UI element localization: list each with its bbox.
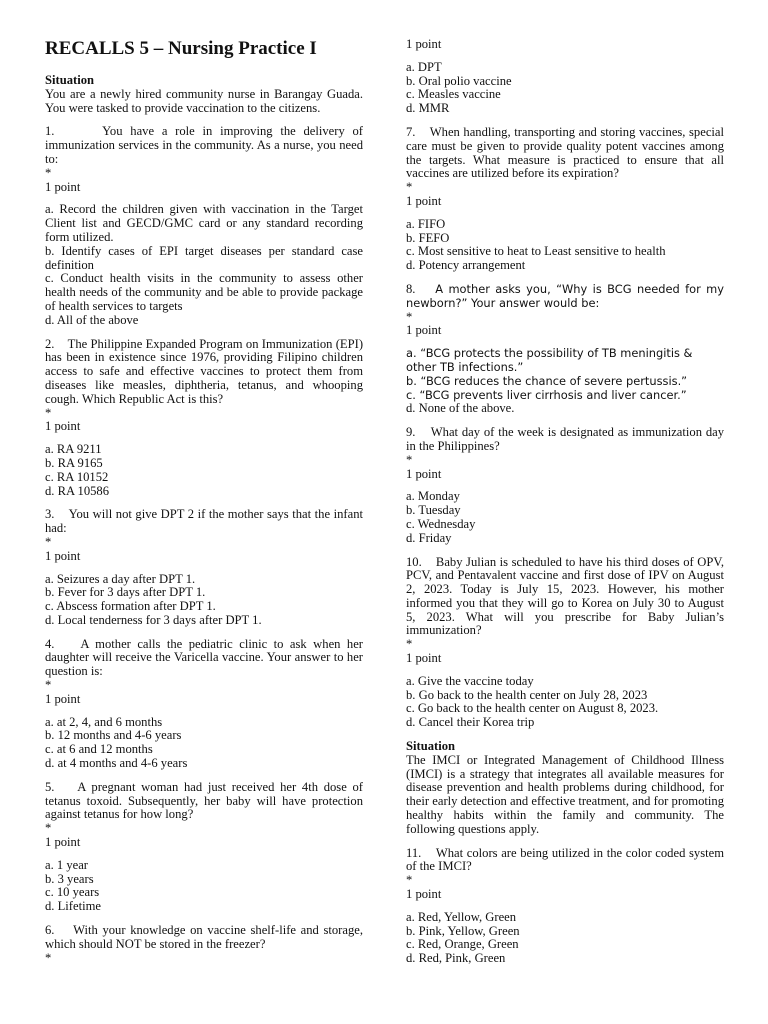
question-stem: Baby Julian is scheduled to have his third doses of OPV, PCV, and Pentavalent vaccine and first dose of IPV on August 2, 2023. Today is July 15, 2023. However, his mother informed you that they will go to Korea on July 30 to August 5, 2023. What will you prescribe for Baby Julian’s immunization? bbox=[406, 554, 725, 638]
question-number: 9. bbox=[406, 425, 416, 440]
option[interactable]: d. at 4 months and 4-6 years bbox=[45, 756, 188, 771]
option[interactable]: c. Red, Orange, Green bbox=[406, 937, 519, 952]
question-6 bbox=[45, 924, 363, 965]
option[interactable]: a. Give the vaccine today bbox=[406, 673, 534, 688]
question-stem: With your knowledge on vaccine shelf-life and storage, which should NOT be stored in the freezer? bbox=[45, 923, 364, 951]
question-2 bbox=[45, 338, 363, 499]
question-8 bbox=[406, 283, 724, 416]
option[interactable]: b. FEFO bbox=[406, 230, 450, 245]
question-number: 10. bbox=[406, 554, 422, 569]
option[interactable]: d. Lifetime bbox=[45, 899, 101, 914]
required-marker: * bbox=[45, 950, 52, 965]
question-points: 1 point bbox=[406, 887, 442, 902]
question-stem: A pregnant woman had just received her 4th dose of tetanus toxoid. Subsequently, her baby will have protection against tetanus for how long? bbox=[45, 779, 363, 822]
question-stem: The Philippine Expanded Program on Immunization (EPI) has been in existence since 1976, providing Filipino children access to safe and effective vaccines to protect them from diseases like measles, diphtheria, tetanus, and whooping cough. Which Republic Act is this? bbox=[45, 336, 364, 406]
question-points: 1 point bbox=[45, 548, 81, 563]
situation-text: The IMCI or Integrated Management of Childhood Illness (IMCI) is a strategy that integrates all available measures for disease prevention and health problems during childhood, for their early detection and effective treatment, and for promoting healthy habits within the family and community. The following questions apply. bbox=[406, 752, 724, 836]
option[interactable]: b. 3 years bbox=[45, 871, 94, 886]
situation-text: You are a newly hired community nurse in Barangay Guada. You were tasked to provide vaccination to the citizens. bbox=[45, 86, 363, 115]
option[interactable]: d. Local tenderness for 3 days after DPT 1. bbox=[45, 612, 262, 627]
question-number: 1. bbox=[45, 124, 55, 139]
option[interactable]: c. Go back to the health center on August 8, 2023. bbox=[406, 701, 659, 716]
question-stem: What day of the week is designated as immunization day in the Philippines? bbox=[406, 425, 725, 453]
option[interactable]: a. 1 year bbox=[45, 857, 89, 872]
question-number: 3. bbox=[45, 507, 55, 522]
option[interactable]: b. Tuesday bbox=[406, 503, 461, 518]
question-stem: A mother calls the pediatric clinic to ask when her daughter will receive the Varicella vaccine. Your answer to her question is: bbox=[45, 636, 363, 679]
question-number: 6. bbox=[45, 923, 55, 938]
option[interactable]: d. Red, Pink, Green bbox=[406, 951, 506, 966]
option[interactable]: a. “BCG protects the possibility of TB meningitis & other TB infections.” bbox=[406, 346, 693, 374]
option[interactable]: c. Abscess formation after DPT 1. bbox=[45, 599, 216, 614]
question-points: 1 point bbox=[45, 691, 81, 706]
option[interactable]: b. “BCG reduces the chance of severe pertussis.” bbox=[406, 373, 688, 388]
question-5 bbox=[45, 781, 363, 914]
option[interactable]: a. at 2, 4, and 6 months bbox=[45, 714, 163, 729]
option[interactable]: a. Monday bbox=[406, 489, 460, 504]
option[interactable]: d. Friday bbox=[406, 530, 452, 545]
option[interactable]: d. All of the above bbox=[45, 312, 139, 327]
option[interactable]: d. Potency arrangement bbox=[406, 258, 526, 273]
question-points: 1 point bbox=[45, 419, 81, 434]
question-stem: You have a role in improving the delivery of immunization services in the community. As a nurse, you need to: bbox=[45, 124, 363, 166]
option[interactable]: a. Seizures a day after DPT 1. bbox=[45, 571, 196, 586]
option[interactable]: c. at 6 and 12 months bbox=[45, 742, 153, 757]
question-points: 1 point bbox=[406, 466, 442, 481]
option[interactable]: b. Fever for 3 days after DPT 1. bbox=[45, 585, 206, 600]
question-stem: When handling, transporting and storing vaccines, special care must be given to provide quality potent vaccines among the targets. What measure is practiced to ensure that all vaccines are utilized before its expiration? bbox=[406, 124, 724, 181]
question-number: 2. bbox=[45, 336, 55, 351]
question-number: 8. bbox=[406, 281, 416, 296]
question-points: 1 point bbox=[45, 835, 81, 850]
option[interactable]: c. Measles vaccine bbox=[406, 87, 501, 102]
question-11 bbox=[406, 847, 724, 966]
situation-heading: Situation bbox=[406, 739, 455, 754]
option[interactable]: c. Most sensitive to heat to Least sensitive to health bbox=[406, 244, 666, 259]
option[interactable]: a. FIFO bbox=[406, 216, 446, 231]
option[interactable]: a. DPT bbox=[406, 59, 442, 74]
option[interactable]: b. Oral polio vaccine bbox=[406, 73, 512, 88]
left-column bbox=[45, 38, 363, 973]
question-1 bbox=[45, 125, 363, 327]
question-points: 1 point bbox=[406, 37, 442, 51]
question-10 bbox=[406, 556, 724, 731]
required-marker: * bbox=[45, 165, 52, 180]
option[interactable]: a. Red, Yellow, Green bbox=[406, 909, 517, 924]
question-points: 1 point bbox=[406, 193, 442, 208]
option[interactable]: d. Cancel their Korea trip bbox=[406, 715, 535, 730]
option[interactable]: c. Conduct health visits in the community to assess other health needs of the community and be able to provide package of health services to targets bbox=[45, 271, 363, 313]
option[interactable]: b. Identify cases of EPI target diseases per standard case definition bbox=[45, 243, 363, 272]
option[interactable]: c. RA 10152 bbox=[45, 469, 109, 484]
question-stem: You will not give DPT 2 if the mother says that the infant had: bbox=[45, 507, 363, 536]
question-number: 4. bbox=[45, 636, 55, 651]
question-points: 1 point bbox=[406, 323, 442, 338]
option[interactable]: a. Record the children given with vaccination in the Target Client list and GECD/GMC card or any standard recording form utilized. bbox=[45, 202, 363, 244]
option[interactable]: b. Go back to the health center on July 28, 2023 bbox=[406, 687, 648, 702]
option[interactable]: d. None of the above. bbox=[406, 401, 515, 416]
question-stem: What colors are being utilized in the color coded system of the IMCI? bbox=[406, 845, 724, 874]
document-title: RECALLS 5 – Nursing Practice I bbox=[45, 38, 317, 59]
situation-heading: Situation bbox=[45, 73, 94, 87]
required-marker: * bbox=[406, 637, 413, 652]
option[interactable]: c. Wednesday bbox=[406, 516, 476, 531]
option[interactable]: b. 12 months and 4-6 years bbox=[45, 728, 182, 743]
question-number: 7. bbox=[406, 124, 416, 139]
required-marker: * bbox=[406, 452, 413, 467]
required-marker: * bbox=[45, 534, 52, 549]
question-3 bbox=[45, 508, 363, 627]
required-marker: * bbox=[45, 678, 52, 693]
question-7 bbox=[406, 126, 724, 273]
option[interactable]: d. MMR bbox=[406, 101, 450, 116]
required-marker: * bbox=[406, 180, 413, 195]
option[interactable]: d. RA 10586 bbox=[45, 483, 110, 498]
option[interactable]: a. RA 9211 bbox=[45, 442, 102, 457]
question-number: 11. bbox=[406, 845, 422, 860]
required-marker: * bbox=[406, 309, 413, 324]
required-marker: * bbox=[406, 873, 413, 888]
question-number: 5. bbox=[45, 779, 55, 794]
right-column bbox=[406, 38, 724, 976]
option[interactable]: c. 10 years bbox=[45, 885, 100, 900]
required-marker: * bbox=[45, 821, 52, 836]
option[interactable]: b. RA 9165 bbox=[45, 455, 103, 470]
question-points: 1 point bbox=[45, 179, 81, 194]
required-marker: * bbox=[45, 405, 52, 420]
option[interactable]: c. “BCG prevents liver cirrhosis and liver cancer.” bbox=[406, 387, 687, 402]
question-4 bbox=[45, 638, 363, 771]
option[interactable]: b. Pink, Yellow, Green bbox=[406, 923, 520, 938]
question-9 bbox=[406, 426, 724, 545]
question-points: 1 point bbox=[406, 651, 442, 666]
question-stem: A mother asks you, “Why is BCG needed for my newborn?” Your answer would be: bbox=[406, 281, 725, 310]
